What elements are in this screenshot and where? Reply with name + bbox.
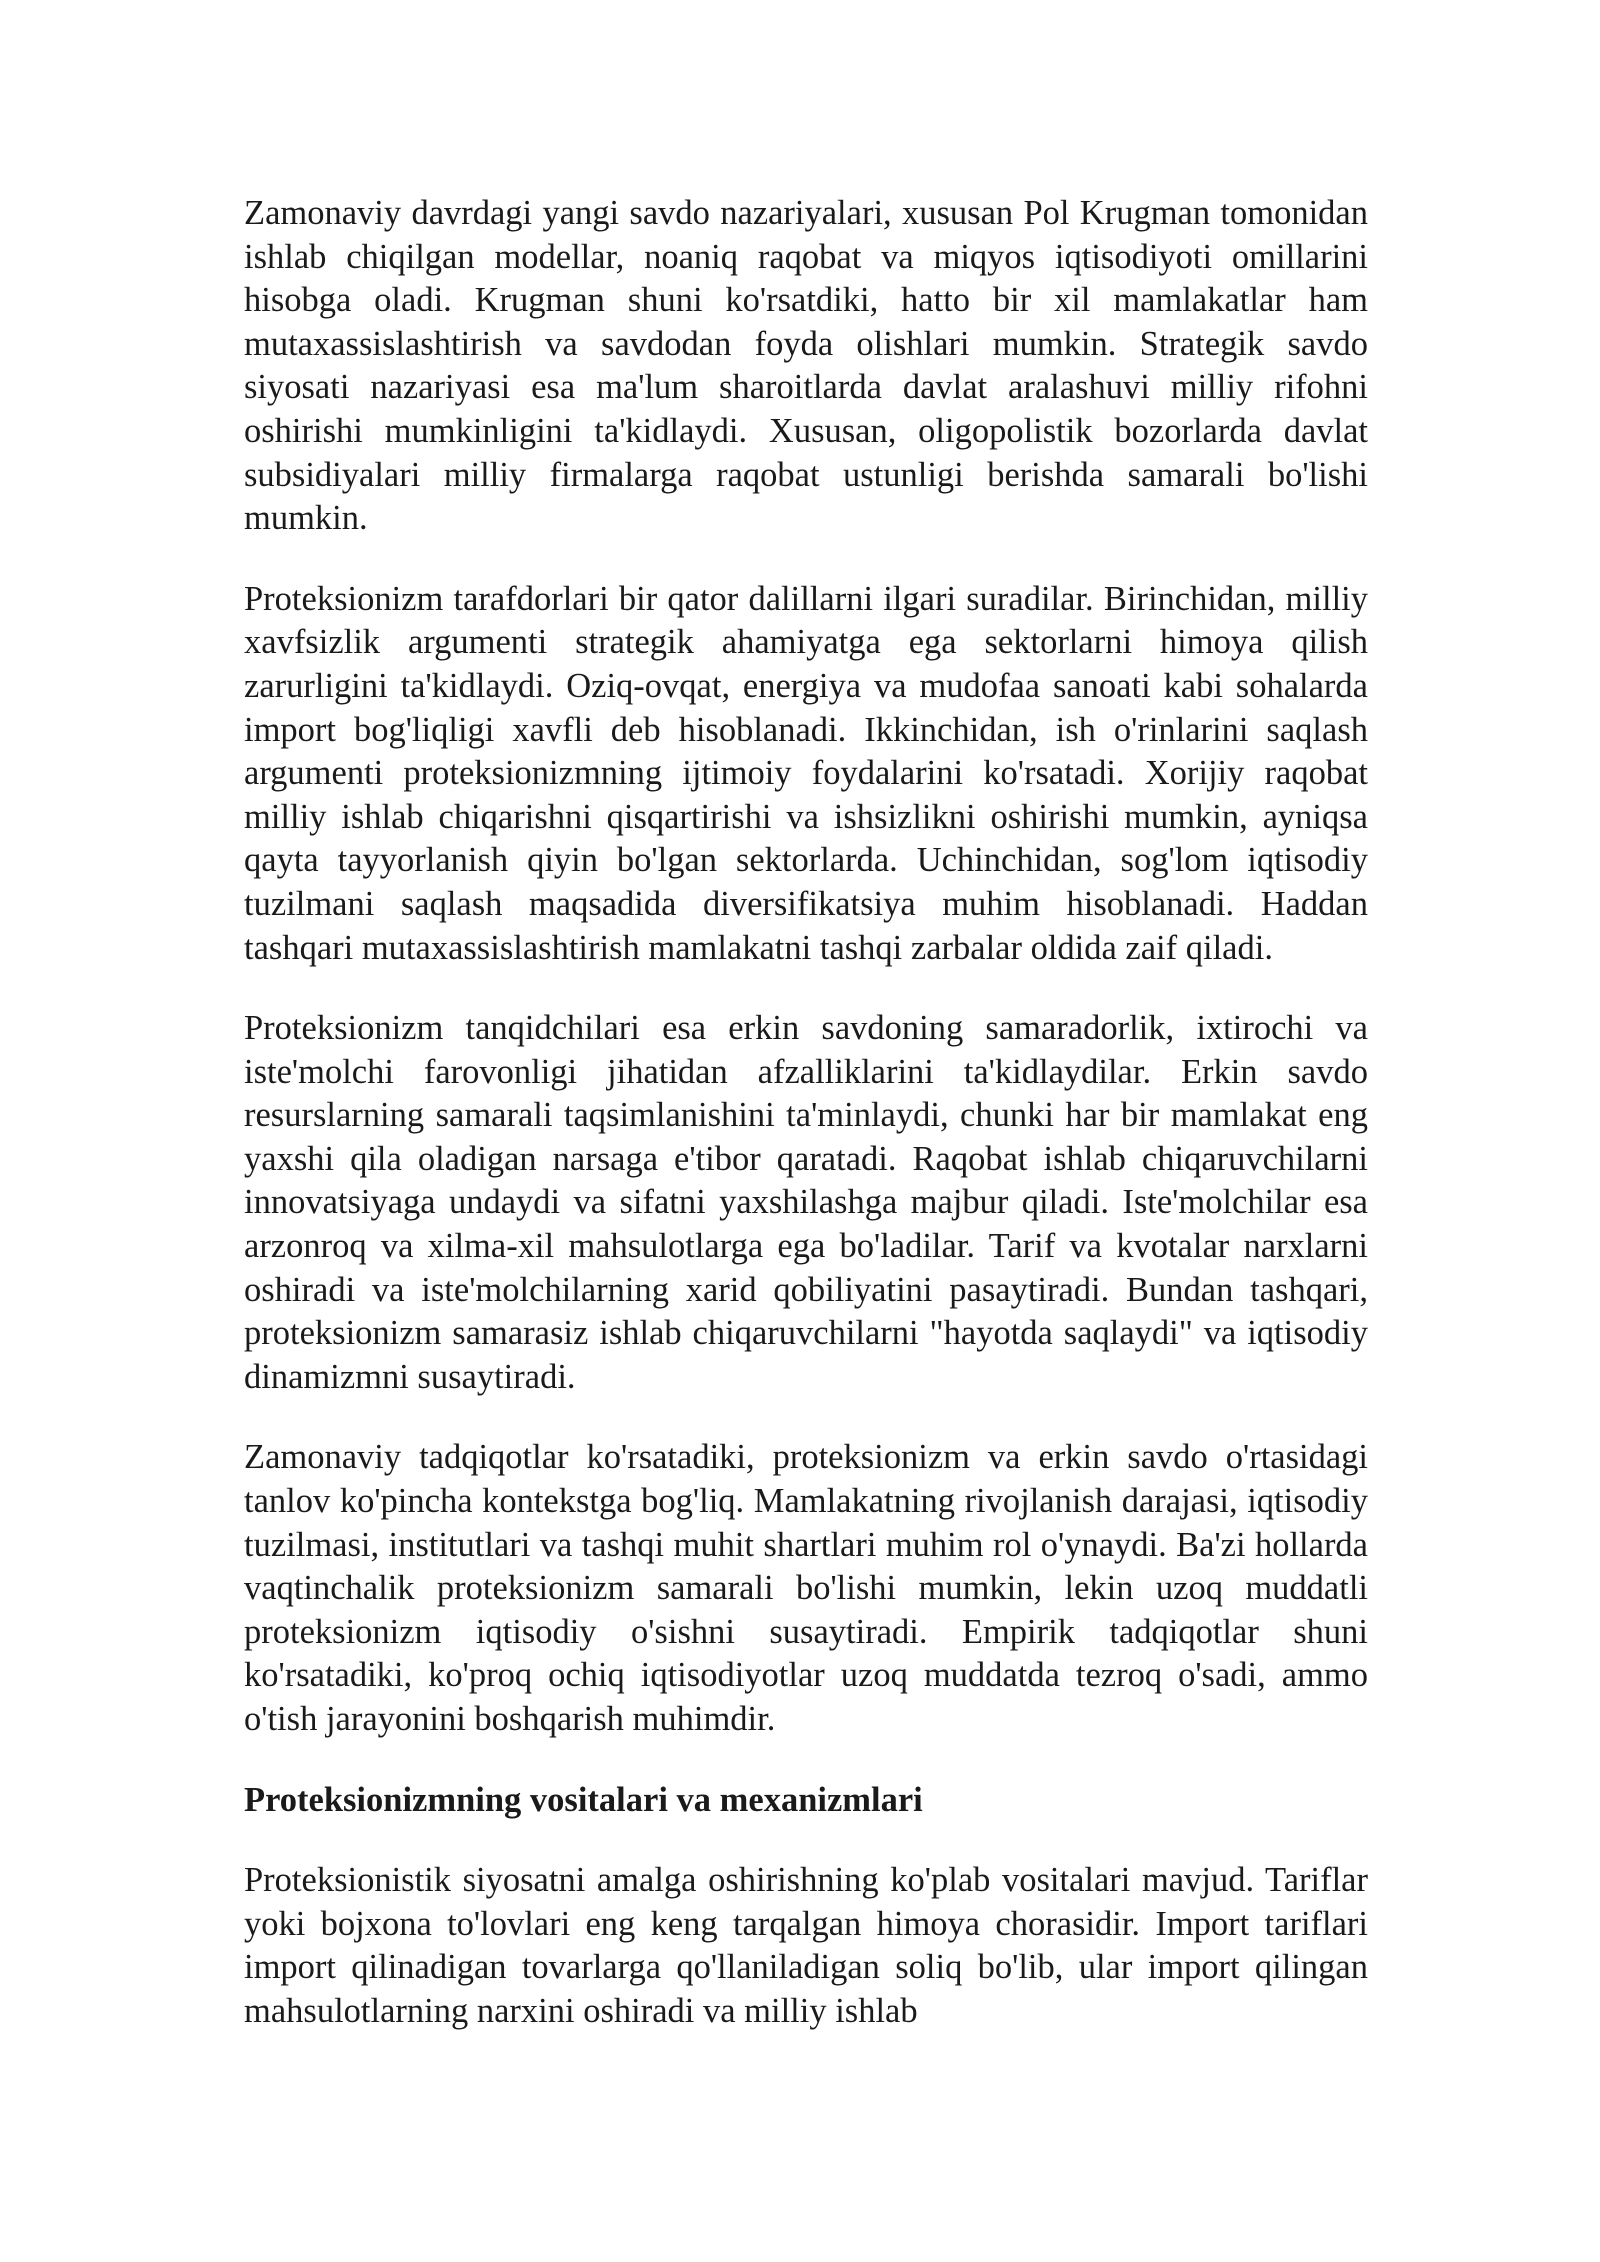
paragraph-protectionism-critics: Proteksionizm tanqidchilari esa erkin savdoning samaradorlik, ixtirochi va iste'molchi farovonligi jihatidan afzalliklarini ta'kidlaydilar. Erkin savdo resurslarning samarali taqsimlanishini ta'minlaydi, chunki har bir mamlakat eng yaxshi qila oladigan narsaga e'tibor qaratadi. Raqobat ishlab chiqaruvchilarni innovatsiyaga undaydi va sifatni yaxshilashga majbur qiladi. Iste'molchilar esa arzonroq va xilma-xil mahsulotlarga ega bo'ladilar. Tarif va kvotalar narxlarni oshiradi va iste'molchilarning xarid qobiliyatini pasaytiradi. Bundan tashqari, proteksionizm samarasiz ishlab chiqaruvchilarni "hayotda saqlaydi" va iqtisodiy dinamizmni susaytiradi. <box>244 1009 1368 1396</box>
paragraph-spacer <box>244 1399 1368 1436</box>
paragraph-protectionism-supporters: Proteksionizm tarafdorlari bir qator dalillarni ilgari suradilar. Birinchidan, milliy xavfsizlik argumenti strategik ahamiyatga ega sektorlarni himoya qilish zarurligini ta'kidlaydi. Oziq-ovqat, energiya va mudofaa sanoati kabi sohalarda import bog'liqligi xavfli deb hisoblanadi. Ikkinchidan, ish o'rinlarini saqlash argumenti proteksionizmning ijtimoiy foydalarini ko'rsatadi. Xorijiy raqobat milliy ishlab chiqarishni qisqartirishi va ishsizlikni oshirishi mumkin, ayniqsa qayta tayyorlanish qiyin bo'lgan sektorlarda. Uchinchidan, sog'lom iqtisodiy tuzilmani saqlash maqsadida diversifikatsiya muhim hisoblanadi. Haddan tashqari mutaxassislashtirish mamlakatni tashqi zarbalar oldida zaif qiladi. <box>244 579 1368 967</box>
section-heading: Proteksionizmning vositalari va mexanizmlari <box>244 1780 923 1819</box>
paragraph-modern-research: Zamonaviy tadqiqotlar ko'rsatadiki, proteksionizm va erkin savdo o'rtasidagi tanlov ko'pincha kontekstga bog'liq. Mamlakatning rivojlanish darajasi, iqtisodiy tuzilmasi, institutlari va tashqi muhit shartlari muhim rol o'ynaydi. Ba'zi hollarda vaqtinchalik proteksionizm samarali bo'lishi mumkin, lekin uzoq muddatli proteksionizm iqtisodiy o'sishni susaytiradi. Empirik tadqiqotlar shuni ko'rsatadiki, ko'proq ochiq iqtisodiyotlar uzoq muddatda tezroq o'sadi, ammo o'tish jarayonini boshqarish muhimdir. <box>244 1438 1368 1738</box>
paragraph-spacer <box>244 1742 1368 1779</box>
paragraph-spacer <box>244 541 1368 578</box>
paragraph-protectionist-tools: Proteksionistik siyosatni amalga oshirishning ko'plab vositalari mavjud. Tariflar yoki bojxona to'lovlari eng keng tarqalgan himoya chorasidir. Import tariflari import qilinadigan tovarlarga qo'llaniladigan soliq bo'lib, ular import qilingan mahsulotlarning narxini oshiradi va milliy ishlab <box>244 1861 1368 2030</box>
paragraph-new-trade-theories: Zamonaviy davrdagi yangi savdo nazariyalari, xususan Pol Krugman tomonidan ishlab chiqilgan modellar, noaniq raqobat va miqyos iqtisodiyoti omillarini hisobga oladi. Krugman shuni ko'rsatdiki, hatto bir xil mamlakatlar ham mutaxassislashtirish va savdodan foyda olishlari mumkin. Strategik savdo siyosati nazariyasi esa ma'lum sharoitlarda davlat aralashuvi milliy rifohni oshirishi mumkinligini ta'kidlaydi. Xususan, oligopolistik bozorlarda davlat subsidiyalari milliy firmalarga raqobat ustunligi berishda samarali bo'lishi mumkin. <box>244 194 1368 538</box>
paragraph-spacer <box>244 1822 1368 1859</box>
document-body <box>244 192 1368 2034</box>
paragraph-spacer <box>244 970 1368 1007</box>
